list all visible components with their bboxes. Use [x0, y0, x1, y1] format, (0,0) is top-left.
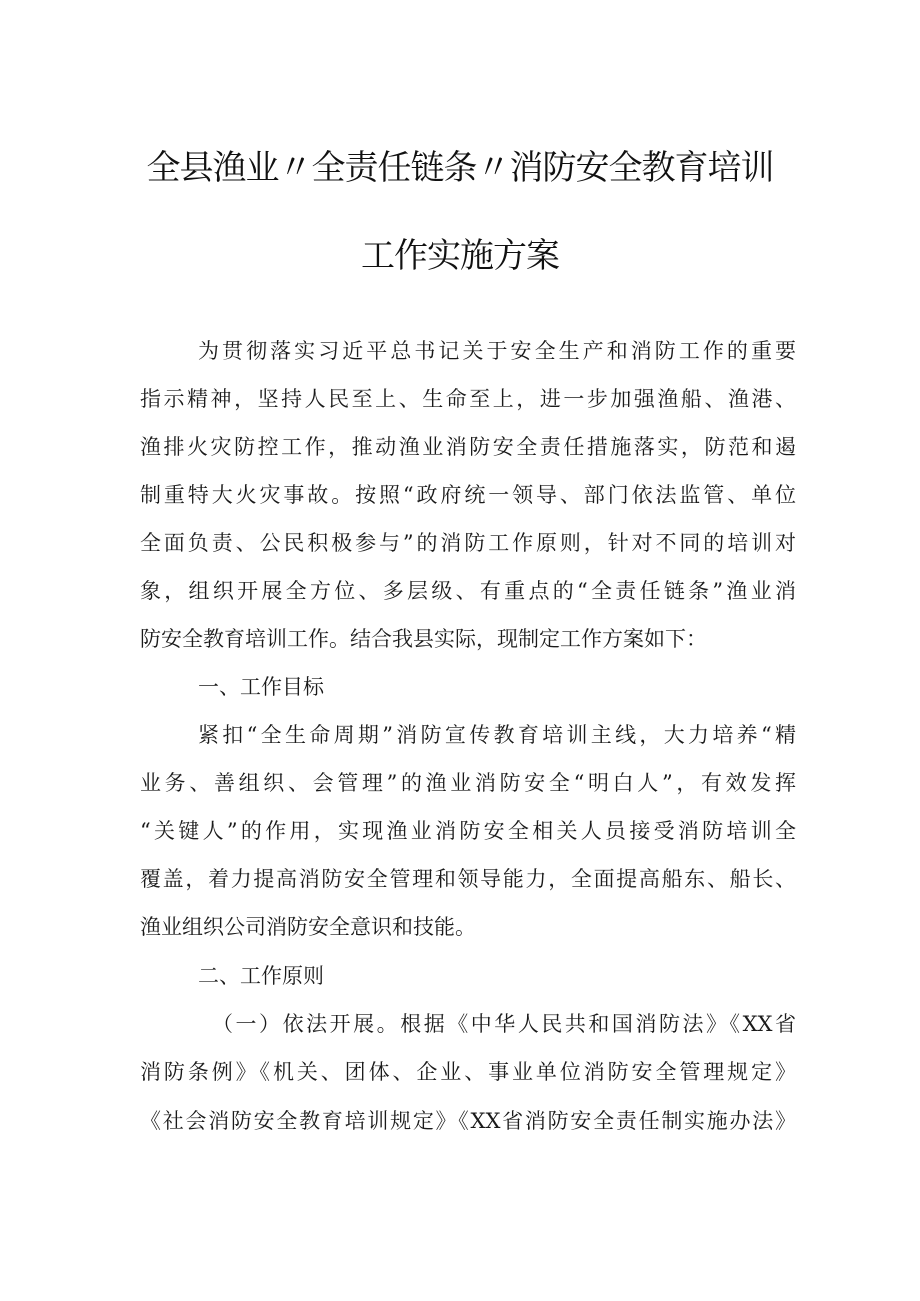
- paragraph-1-line: 指示精神，坚持人民至上、生命至上，进一步加强渔船、渔港、: [140, 387, 796, 411]
- document-title-line-2: 工作实施方案: [361, 236, 559, 276]
- paragraph-2-line: 业务、善组织、会管理”的渔业消防安全“明白人”，有效发挥: [140, 771, 796, 795]
- document-title-line-1: 全县渔业〃全责任链条〃消防安全教育培训: [146, 148, 774, 188]
- paragraph-1-line: 制重特大火灾事故。按照“政府统一领导、部门依法监管、单位: [140, 483, 796, 507]
- paragraph-2-line: 覆盖，着力提高消防安全管理和领导能力，全面提高船东、船长、: [140, 867, 796, 891]
- paragraph-1-line: 渔排火灾防控工作，推动渔业消防安全责任措施落实，防范和遏: [140, 435, 796, 459]
- paragraph-2-line: 渔业组织公司消防安全意识和技能。: [140, 915, 476, 939]
- section-heading-goals: 一、工作目标: [198, 675, 324, 699]
- section-heading-principles: 二、工作原则: [198, 964, 324, 988]
- paragraph-3-line: 消防条例》《机关、团体、企业、事业单位消防安全管理规定》: [140, 1060, 796, 1084]
- paragraph-2-line: 紧扣“全生命周期”消防宣传教育培训主线，大力培养“精: [198, 723, 796, 747]
- paragraph-1-line: 防安全教育培训工作。结合我县实际，现制定工作方案如下：: [140, 627, 707, 651]
- paragraph-1-line: 为贯彻落实习近平总书记关于安全生产和消防工作的重要: [198, 339, 796, 363]
- paragraph-3-line: 《社会消防安全教育培训规定》《XX省消防安全责任制实施办法》: [140, 1109, 796, 1133]
- paragraph-1-line: 全面负责、公民积极参与”的消防工作原则，针对不同的培训对: [140, 531, 796, 555]
- paragraph-2-line: “关键人”的作用，实现渔业消防安全相关人员接受消防培训全: [140, 819, 796, 843]
- paragraph-1-line: 象，组织开展全方位、多层级、有重点的“全责任链条”渔业消: [140, 579, 796, 603]
- paragraph-3-line: （一）依法开展。根据《中华人民共和国消防法》《XX省: [212, 1012, 796, 1036]
